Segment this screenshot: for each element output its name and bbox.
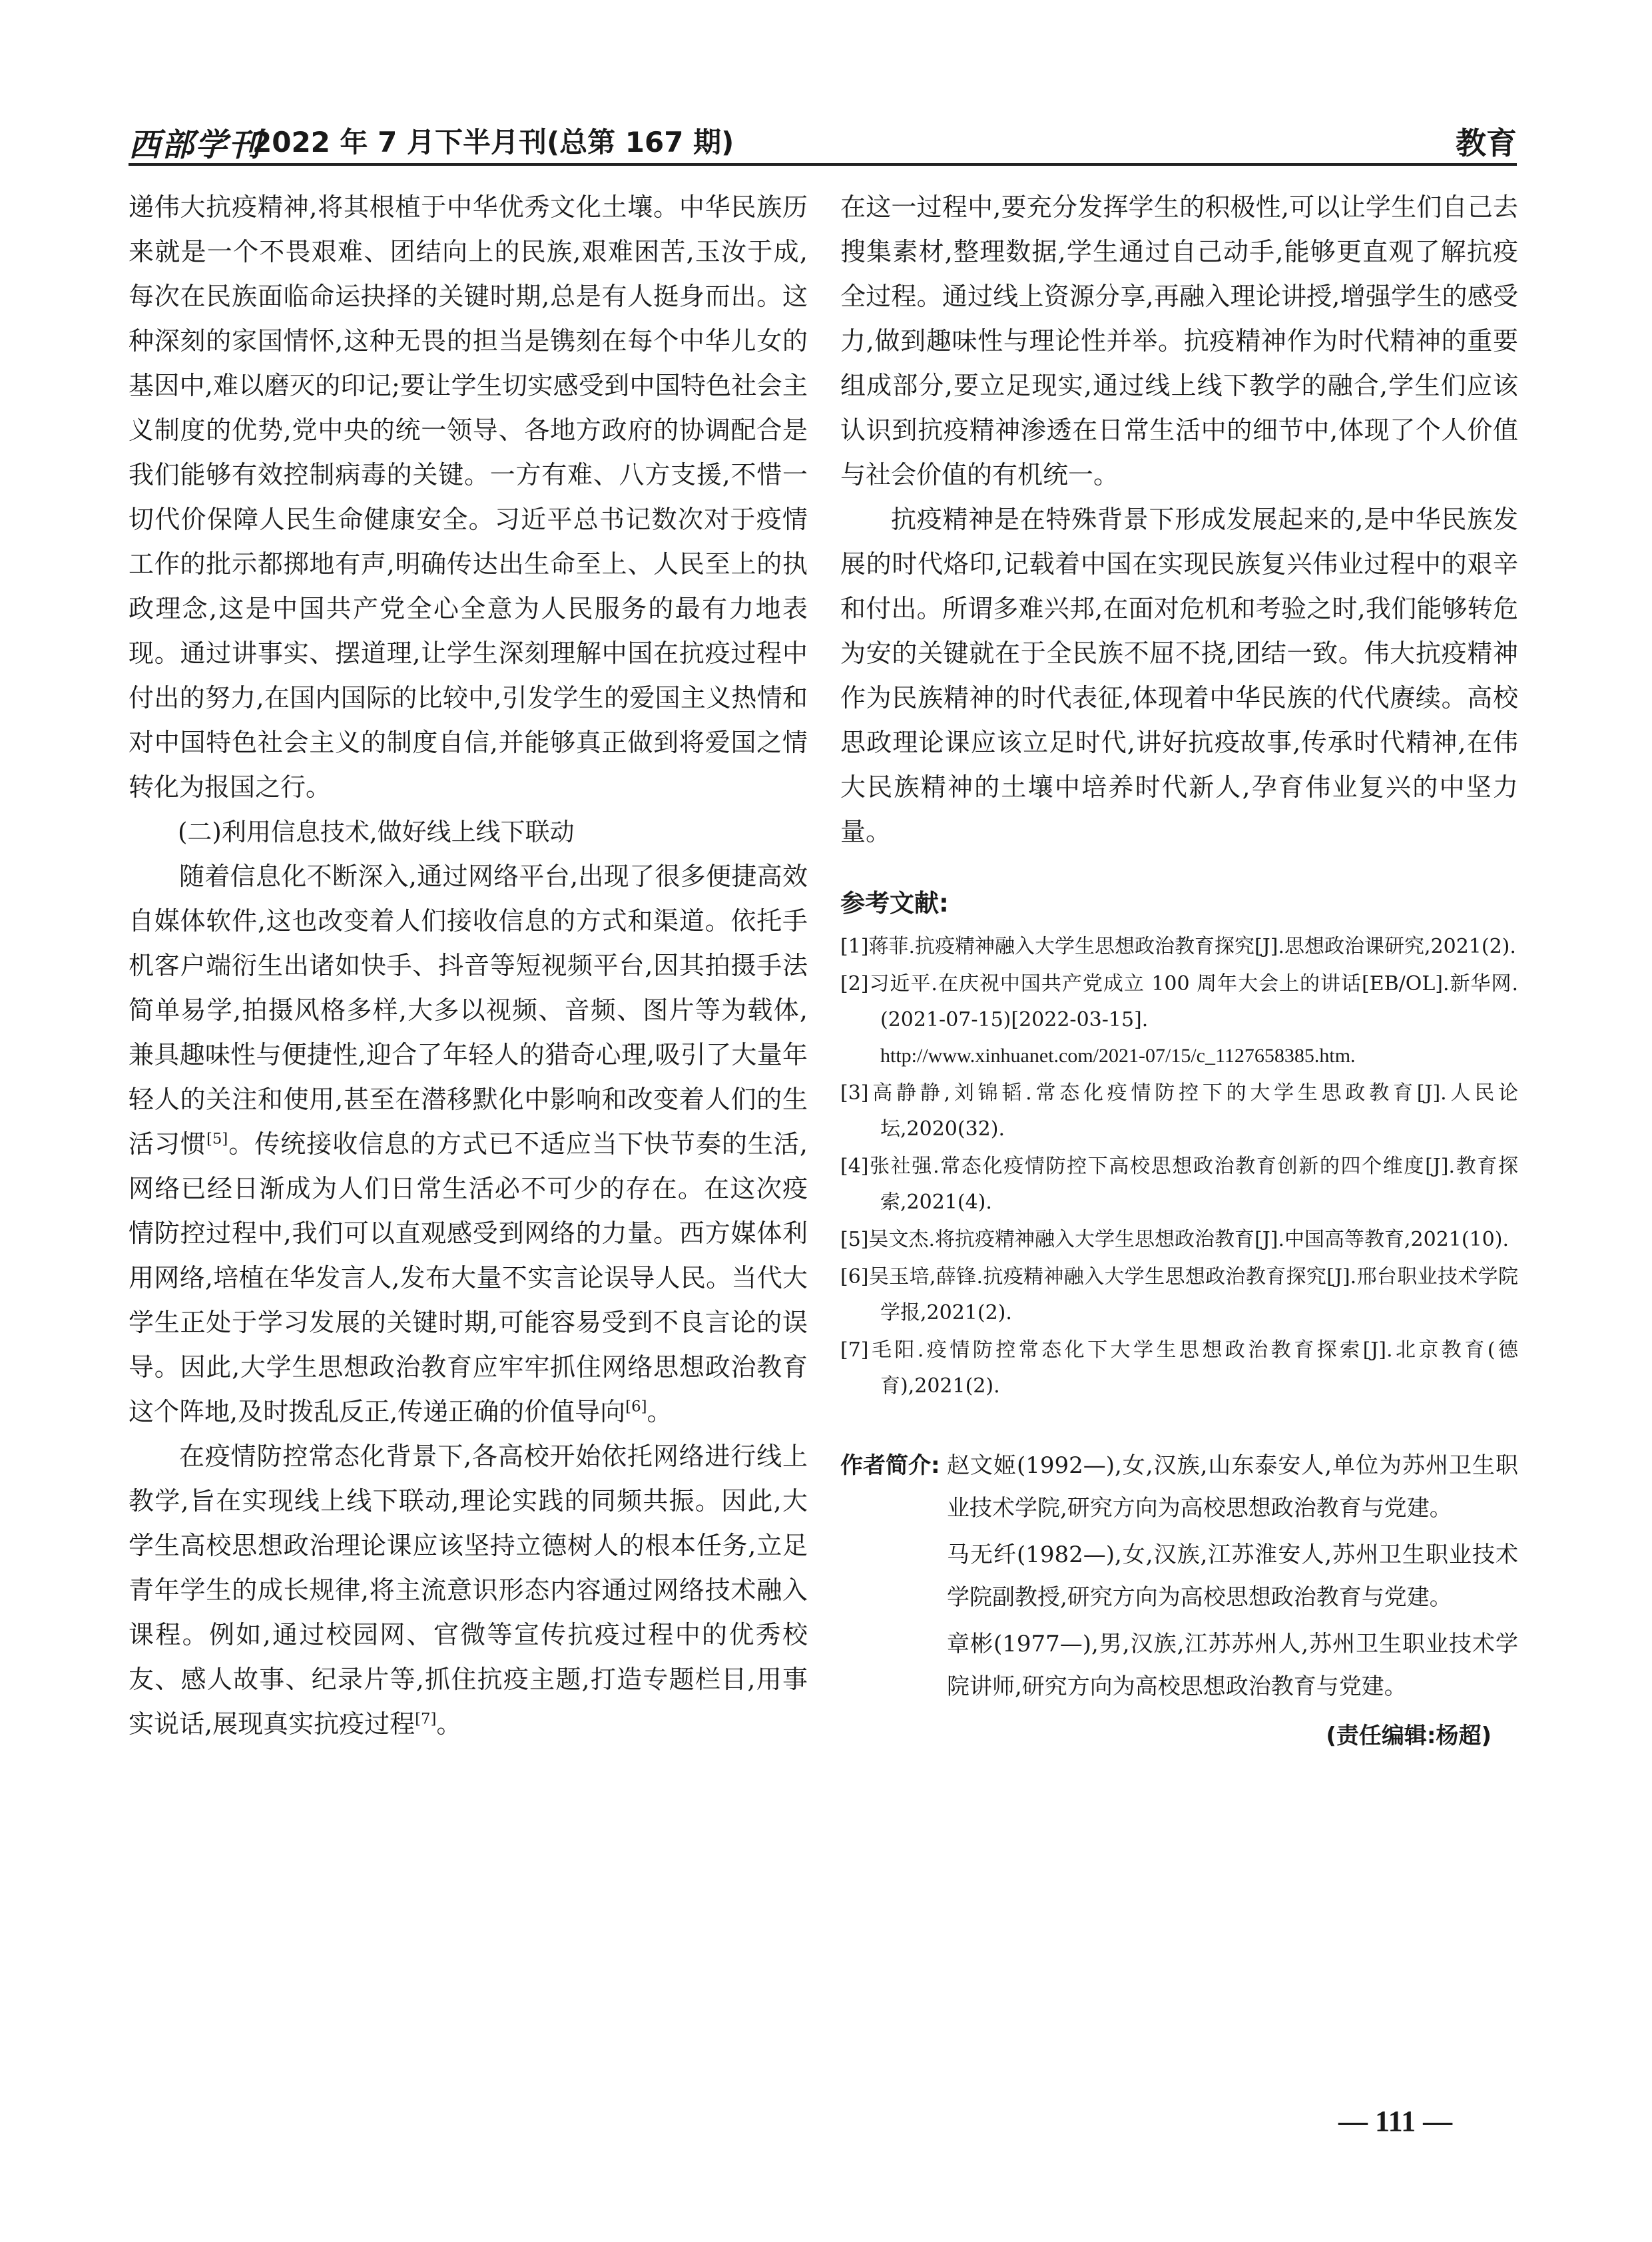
reference-item: [1]蒋菲.抗疫精神融入大学生思想政治教育探究[J].思想政治课研究,2021(2).: [840, 935, 1516, 958]
journal-logo: 西部学刊: [129, 127, 262, 164]
author-label: 作者简介:: [840, 1452, 940, 1479]
section-subheading: (二)利用信息技术,做好线上线下联动: [178, 818, 575, 846]
text-run: 。: [436, 1709, 462, 1739]
reference-text: [2]习近平.在庆祝中国共产党成立 100 周年大会上的讲话[EB/OL].新华网.(2021-07-15)[2022-03-15].: [840, 972, 1518, 1031]
author-item: 赵文姬(1992—),女,汉族,山东泰安人,单位为苏州卫生职业技术学院,研究方向为高校思想政治教育与党建。: [947, 1452, 1518, 1522]
right-column: [840, 185, 1518, 1757]
reference-item: [3]高静静,刘锦韬.常态化疫情防控下的大学生思政教育[J].人民论坛,2020(32).: [840, 1081, 1518, 1141]
citation-7: [7]: [415, 1710, 437, 1728]
text-run: 随着信息化不断深入,通过网络平台,出现了很多便捷高效自媒体软件,这也改变着人们接收信息的方式和渠道。依托手机客户端衍生出诸如快手、抖音等短视频平台,因其拍摄手法简单易学,拍摄风格多样,大多以视频、音频、图片等为载体,兼具趣味性与便捷性,迎合了年轻人的猎奇心理,吸引了大量年轻人的关注和使用,甚至在潜移默化中影响和改变着人们的生活习惯: [129, 862, 808, 1159]
page-number: — 111 —: [1338, 2105, 1453, 2137]
right-paragraph-1: 在这一过程中,要充分发挥学生的积极性,可以让学生们自己去搜集素材,整理数据,学生通过自己动手,能够更直观了解抗疫全过程。通过线上资源分享,再融入理论讲授,增强学生的感受力,做到趣味性与理论性并举。抗疫精神作为时代精神的重要组成部分,要立足现实,通过线上线下教学的融合,学生们应该认识到抗疫精神渗透在日常生活中的细节中,体现了个人价值与社会价值的有机统一。: [840, 192, 1518, 489]
references-list: [840, 929, 1518, 1404]
right-paragraph-2: 抗疫精神是在特殊背景下形成发展起来的,是中华民族发展的时代烙印,记载着中国在实现民族复兴伟业过程中的艰辛和付出。所谓多难兴邦,在面对危机和考验之时,我们能够转危为安的关键就在于全民族不屈不挠,团结一致。伟大抗疫精神作为民族精神的时代表征,体现着中华民族的代代赓续。高校思政理论课应该立足时代,讲好抗疫故事,传承时代精神,在伟大民族精神的土壤中培养时代新人,孕育伟业复兴的中坚力量。: [840, 505, 1518, 846]
author-list: [947, 1444, 1518, 1712]
left-paragraph-3: [129, 1434, 808, 1747]
reference-item: [7]毛阳.疫情防控常态化下大学生思想政治教育探索[J].北京教育(德育),2021(2).: [840, 1338, 1518, 1398]
references-title: 参考文献:: [840, 889, 949, 918]
reference-item: [6]吴玉培,薛锋.抗疫精神融入大学生思想政治教育探究[J].邢台职业技术学院学报,2021(2).: [840, 1265, 1518, 1324]
author-info: [840, 1444, 1518, 1712]
reference-item: [4]张社强.常态化疫情防控下高校思想政治教育创新的四个维度[J].教育探索,2021(4).: [840, 1155, 1518, 1214]
page-header: [129, 110, 1517, 166]
text-run: 。: [647, 1397, 673, 1426]
issue-info: 2022 年 7 月下半月刊(总第 167 期): [252, 126, 734, 158]
reference-item: [840, 966, 1518, 1074]
left-column: [129, 185, 808, 1747]
reference-item: [5]吴文杰.将抗疫精神融入大学生思想政治教育[J].中国高等教育,2021(10).: [840, 1228, 1510, 1251]
section-name: 教育: [1456, 125, 1517, 161]
text-run: 。传统接收信息的方式已不适应当下快节奏的生活,网络已经日渐成为人们日常生活必不可少的存在。在这次疫情防控过程中,我们可以直观感受到网络的力量。西方媒体利用网络,培植在华发言人,发布大量不实言论误导人民。当代大学生正处于学习发展的关键时期,可能容易受到不良言论的误导。因此,大学生思想政治教育应牢牢抓住网络思想政治教育这个阵地,及时拨乱反正,传递正确的价值导向: [129, 1129, 808, 1426]
author-item: 马无纤(1982—),女,汉族,江苏淮安人,苏州卫生职业技术学院副教授,研究方向为高校思想政治教育与党建。: [947, 1541, 1518, 1611]
left-paragraph-2: [129, 854, 808, 1434]
author-item: 章彬(1977—),男,汉族,江苏苏州人,苏州卫生职业技术学院讲师,研究方向为高校思想政治教育与党建。: [947, 1631, 1518, 1700]
left-paragraph-1: 递伟大抗疫精神,将其根植于中华优秀文化土壤。中华民族历来就是一个不畏艰难、团结向上的民族,艰难困苦,玉汝于成,每次在民族面临命运抉择的关键时期,总是有人挺身而出。这种深刻的家国情怀,这种无畏的担当是镌刻在每个中华儿女的基因中,难以磨灭的印记;要让学生切实感受到中国特色社会主义制度的优势,党中央的统一领导、各地方政府的协调配合是我们能够有效控制病毒的关键。一方有难、八方支援,不惜一切代价保障人民生命健康安全。习近平总书记数次对于疫情工作的批示都掷地有声,明确传达出生命至上、人民至上的执政理念,这是中国共产党全心全意为人民服务的最有力地表现。通过讲事实、摆道理,让学生深刻理解中国在抗疫过程中付出的努力,在国内国际的比较中,引发学生的爱国主义热情和对中国特色社会主义的制度自信,并能够真正做到将爱国之情转化为报国之行。: [129, 192, 808, 802]
citation-5: [5]: [206, 1130, 228, 1148]
reference-url[interactable]: http://www.xinhuanet.com/2021-07/15/c_1127658385.htm.: [880, 1045, 1356, 1067]
responsible-editor: (责任编辑:杨超): [1326, 1723, 1492, 1749]
citation-6: [6]: [625, 1398, 647, 1416]
text-run: 在疫情防控常态化背景下,各高校开始依托网络进行线上教学,旨在实现线上线下联动,理论实践的同频共振。因此,大学生高校思想政治理论课应该坚持立德树人的根本任务,立足青年学生的成长规律,将主流意识形态内容通过网络技术融入课程。例如,通过校园网、官微等宣传抗疫过程中的优秀校友、感人故事、纪录片等,抓住抗疫主题,打造专题栏目,用事实说话,展现真实抗疫过程: [129, 1442, 808, 1739]
